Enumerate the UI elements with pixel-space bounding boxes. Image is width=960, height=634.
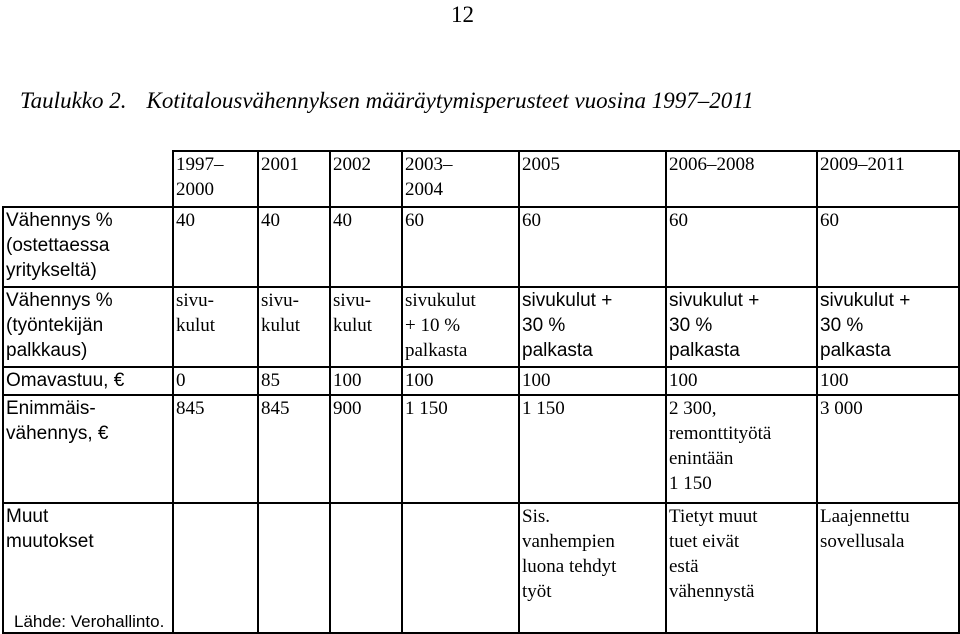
- table-cell: 40: [330, 207, 402, 287]
- table-row: [3, 207, 959, 287]
- table-cell: Tietyt muut tuet eivät estä vähennystä: [666, 503, 817, 633]
- table-cell: 60: [817, 207, 959, 287]
- table-cell: sivukulut + 30 % palkasta: [519, 287, 666, 367]
- row-label: Enimmäis- vähennys, €: [3, 395, 173, 503]
- table-cell: sivukulut + 30 % palkasta: [666, 287, 817, 367]
- table-cell: sivukulut + 10 % palkasta: [402, 287, 519, 367]
- table-cell: 40: [173, 207, 258, 287]
- table-cell: 100: [402, 367, 519, 395]
- header-cell: 2009–2011: [817, 151, 959, 207]
- table-cell: sivu- kulut: [330, 287, 402, 367]
- table-caption: [20, 88, 754, 114]
- table-cell: 900: [330, 395, 402, 503]
- table-cell: [173, 503, 258, 633]
- table-cell: 1 150: [402, 395, 519, 503]
- table-cell: 100: [519, 367, 666, 395]
- table-cell: 60: [402, 207, 519, 287]
- header-cell: 2002: [330, 151, 402, 207]
- caption-title: Kotitalousvähennyksen määräytymisperusteet vuosina 1997–2011: [146, 88, 754, 113]
- table-cell: sivu- kulut: [173, 287, 258, 367]
- header-cell: 2003– 2004: [402, 151, 519, 207]
- row-label: Muut muutokset: [3, 503, 173, 633]
- table-cell: 3 000: [817, 395, 959, 503]
- table-cell: 100: [817, 367, 959, 395]
- header-cell: 2001: [258, 151, 330, 207]
- header-row: [3, 151, 959, 207]
- table-row: [3, 395, 959, 503]
- source-note: Lähde: Verohallinto.: [14, 612, 165, 631]
- table-cell: 845: [173, 395, 258, 503]
- deduction-table: [2, 150, 960, 634]
- table-cell: sivukulut + 30 % palkasta: [817, 287, 959, 367]
- table-cell: sivu- kulut: [258, 287, 330, 367]
- table-cell: 845: [258, 395, 330, 503]
- table-cell: Laajennettu sovellusala: [817, 503, 959, 633]
- header-cell: 1997– 2000: [173, 151, 258, 207]
- table-cell: 100: [330, 367, 402, 395]
- table-cell: Sis. vanhempien luona tehdyt työt: [519, 503, 666, 633]
- table-row: [3, 287, 959, 367]
- table-cell: 1 150: [519, 395, 666, 503]
- table-cell: [402, 503, 519, 633]
- table-row: [3, 367, 959, 395]
- header-empty-cell: [3, 151, 173, 207]
- header-cell: 2005: [519, 151, 666, 207]
- table-cell: 0: [173, 367, 258, 395]
- page-number: 12: [451, 2, 474, 27]
- table-cell: [258, 503, 330, 633]
- table-cell: [330, 503, 402, 633]
- row-label: Omavastuu, €: [3, 367, 173, 395]
- table-cell: 40: [258, 207, 330, 287]
- row-label: Vähennys % (työntekijän palkkaus): [3, 287, 173, 367]
- table-cell: 100: [666, 367, 817, 395]
- table-cell: 60: [519, 207, 666, 287]
- caption-label: Taulukko 2.: [20, 88, 127, 113]
- table-cell: 60: [666, 207, 817, 287]
- table-cell: 85: [258, 367, 330, 395]
- table-cell: 2 300, remonttityötä enintään 1 150: [666, 395, 817, 503]
- header-cell: 2006–2008: [666, 151, 817, 207]
- row-label: Vähennys % (ostettaessa yritykseltä): [3, 207, 173, 287]
